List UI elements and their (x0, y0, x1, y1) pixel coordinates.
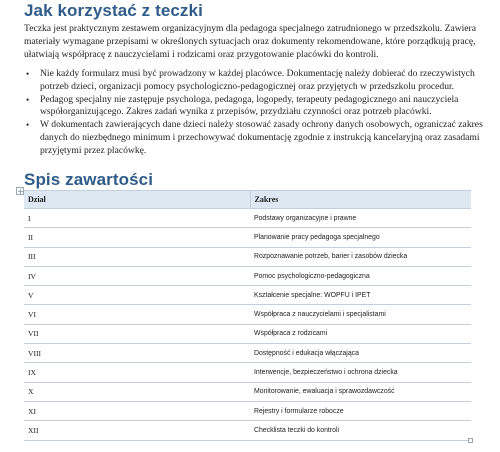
table-row (24, 228, 471, 247)
cell-dzial: X (24, 382, 250, 401)
list-item: • W dokumentach zawierających dane dzieci należy stosować zasady ochrony danych osobowych, ograniczać zakres danych do niezbędnego minimum i przechowywać dokumentację zgodnie z instrukcją kancelaryjną oraz zasadami przyjętymi przez placówkę. (26, 119, 483, 156)
cell-zakres: Interwencje, bezpieczeństwo i ochrona dziecka (250, 363, 471, 382)
cell-dzial: II (24, 228, 250, 247)
cell-dzial: IV (24, 266, 250, 285)
list-item: • Nie każdy formularz musi być prowadzony w każdej placówce. Dokumentację należy dobierać do rzeczywistych potrzeb dzieci, organizacji pomocy psychologiczno-pedagogicznej oraz przyjętych w przedszkolu procedur. (26, 68, 475, 92)
cell-dzial: I (24, 209, 250, 228)
section-heading-usage: Jak korzystać z teczki (24, 1, 203, 20)
cell-dzial: III (24, 247, 250, 266)
table-row (24, 324, 471, 343)
cell-dzial: VIII (24, 344, 250, 363)
cell-dzial: XII (24, 421, 250, 440)
table-resize-handle[interactable] (468, 438, 473, 443)
cell-dzial: V (24, 286, 250, 305)
bullet-icon: • (26, 94, 30, 105)
table-row (24, 363, 471, 382)
table-row (24, 421, 471, 440)
column-header-dzial: Dział (24, 191, 250, 209)
table-row (24, 247, 471, 266)
cell-dzial: VII (24, 324, 250, 343)
cell-zakres: Współpraca z rodzicami (250, 324, 471, 343)
table-row (24, 382, 471, 401)
cell-zakres: Rozpoznawanie potrzeb, barier i zasobów dziecka (250, 247, 471, 266)
table-row (24, 401, 471, 420)
table-move-handle-icon[interactable] (16, 187, 24, 195)
cell-dzial: IX (24, 363, 250, 382)
bullet-icon: • (26, 69, 30, 79)
cell-zakres: Checklista teczki do kontroli (250, 421, 471, 440)
cell-zakres: Kształcenie specjalne: WOPFU i IPET (250, 286, 471, 305)
cell-zakres: Pomoc psychologiczno-pedagogiczna (250, 266, 471, 285)
table-row (24, 266, 471, 285)
intro-paragraph: Teczka jest praktycznym zestawem organizacyjnym dla pedagoga specjalnego zatrudnionego w przedszkolu. Zawiera materiały wymagane przepisami w określonych sytuacjach oraz dokumenty rekomendowane, które porządkują pracę, ułatwiają współpracę z nauczycielami i rodzicami oraz przygotowanie placówki do kontroli. (24, 23, 477, 60)
cell-zakres: Monitorowanie, ewaluacja i sprawozdawczość (250, 382, 471, 401)
usage-bullet-list (24, 68, 486, 158)
cell-dzial: VI (24, 305, 250, 324)
table-row (24, 286, 471, 305)
cell-zakres: Podstawy organizacyjne i prawne (250, 209, 471, 228)
table-row (24, 344, 471, 363)
table-row (24, 209, 471, 228)
cell-zakres: Rejestry i formularze robocze (250, 401, 471, 420)
cell-zakres: Współpraca z nauczycielami i specjalistami (250, 305, 471, 324)
table-header-row (24, 191, 471, 209)
cell-zakres: Planowanie pracy pedagoga specjalnego (250, 228, 471, 247)
toc-table (24, 190, 471, 441)
table-row (24, 305, 471, 324)
cell-zakres: Dostępność i edukacja włączająca (250, 344, 471, 363)
cell-dzial: XI (24, 401, 250, 420)
section-heading-toc: Spis zawartości (24, 170, 154, 189)
bullet-icon: • (26, 120, 30, 131)
column-header-zakres: Zakres (250, 191, 471, 209)
list-item: • Pedagog specjalny nie zastępuje psychologa, pedagoga, logopedy, terapeuty pedagogicznego ani nauczyciela współorganizującego. Zakres zadań wynika z przepisów, przydziału czynności oraz potrzeb placówki. (26, 93, 459, 118)
